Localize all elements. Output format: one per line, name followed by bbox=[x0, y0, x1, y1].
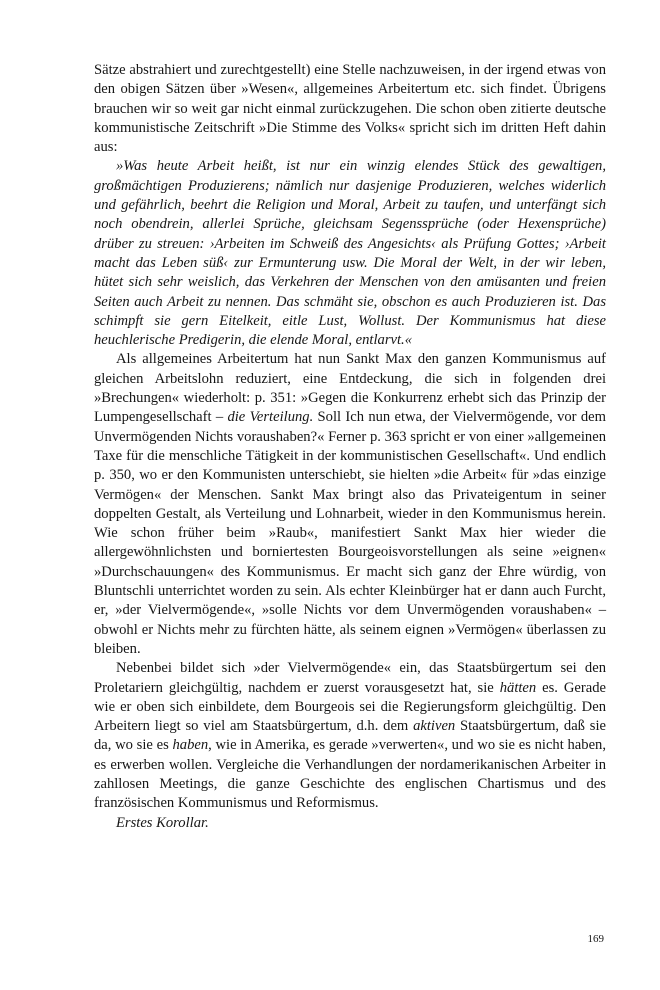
text-run: , wie in Amerika, es gerade »verwerten«, und wo sie es nicht haben, es erwerben wollen. Vergleiche die Verhandlungen der nordamerikanischen Arbeiter in zahllosen Meetings, die ganze Geschichte des englischen Chartismus und des französischen Kommunismus und Reformismus. bbox=[94, 737, 606, 812]
paragraph-arbeitertum bbox=[94, 350, 606, 659]
text-run: es. Gerade wie er oben sich einbildete, dem Bourgeois sei die Regierungsform gleichgültig. Den Arbeitern liegt so viel am Staatsbürgertum, d.h. dem bbox=[94, 679, 607, 735]
page-number: 169 bbox=[587, 933, 604, 945]
text-run: Nebenbei bildet sich »der Vielvermögende« ein, das Staatsbürgertum sei den Proletariern gleichgültig, nachdem er zuerst vorausgesetzt hat, sie bbox=[94, 660, 606, 696]
block-quote-stimme-des-volks: »Was heute Arbeit heißt, ist nur ein winzig elendes Stück des gewaltigen, großmächtigen Produzierens; nämlich nur dasjenige Produzieren, welches widerlich und gefährlich, beehrt die Religion und Moral, Arbeit zu taufen, und unterfängt sich noch obendrein, allerlei Sprüche, gleichsam Segenssprüche (oder Hexensprüche) drüber zu streuen: ›Arbeiten im Schweiß des Angesichts‹ als Prüfung Gottes; ›Arbeit macht das Leben süß‹ zur Ermunterung usw. Die Moral der Welt, in der wir leben, hütet sich sehr weislich, das Verkehren der Menschen von den amüsanten und freien Seiten auch Arbeit zu nennen. Das schmäht sie, obschon es auch Produzieren ist. Das schimpft sie gern Eitelkeit, eitle Lust, Wollust. Der Kommunismus hat diese heuchlerische Predigerin, die elende Moral, entlarvt.« bbox=[94, 158, 606, 349]
emphasis-verteilung: die Verteilung. bbox=[227, 409, 314, 426]
paragraph-staatsbuergertum bbox=[94, 659, 606, 813]
section-heading-korollar: Erstes Korollar. bbox=[116, 814, 209, 831]
emphasis-haetten: hätten bbox=[499, 679, 537, 696]
paragraph-intro: Sätze abstrahiert und zurechtgestellt) eine Stelle nachzuweisen, in der irgend etwas von den obigen Sätzen über »Wesen«, allgemeines Arbeitertum etc. sich findet. Übrigens brauchen wir so weit gar nicht einmal zurückzugehen. Die schon oben zitierte deutsche kommunistische Zeitschrift »Die Stimme des Volks« spricht sich im dritten Heft dahin aus: bbox=[94, 62, 606, 156]
text-run: Als allgemeines Arbeitertum hat nun Sankt Max den ganzen Kommunismus auf gleichen Arbeitslohn reduziert, eine Entdeckung, die sich in folgenden drei »Brechungen« wiederholt: p. 351: »Gegen die Konkurrenz erhebt sich das Prinzip der Lumpengesellschaft – bbox=[94, 351, 606, 426]
text-run: Staatsbürgertum, daß sie da, wo sie es bbox=[94, 718, 606, 754]
emphasis-haben: haben bbox=[172, 737, 209, 754]
text-run: Soll Ich nun etwa, der Vielvermögende, vor dem Unvermögenden Nichts voraushaben?« Ferner p. 363 spricht er von einer »allgemeinen Taxe für die menschliche Tätigkeit in der kommunistischen Gesellschaft«. Und endlich p. 350, wo er den Kommunisten unterschiebt, sie hielten »die Arbeit« für »das einzige Vermögen« der Menschen. Sankt Max bringt also das Privateigentum in seiner doppelten Gestalt, als Verteilung und Lohnarbeit, wieder in den Kommunismus herein. Wie schon früher beim »Raub«, manifestiert Sankt Max hier wieder die allergewöhnlichsten und borniertesten Bourgeoisvorstellungen als seine »eignen« »Durchschauungen« des Kommunismus. Er macht sich ganz der Ehre würdig, von Bluntschli unterrichtet worden zu sein. Als echter Kleinbürger hat er dann auch Furcht, er, »der Vielvermögende«, »solle Nichts vor dem Unvermögenden voraushaben« – obwohl er Nichts mehr zu fürchten hätte, als seinem eignen »Vermögen« überlassen zu bleiben. bbox=[94, 409, 606, 657]
body-text bbox=[94, 61, 606, 833]
emphasis-aktiven: aktiven bbox=[413, 718, 456, 735]
